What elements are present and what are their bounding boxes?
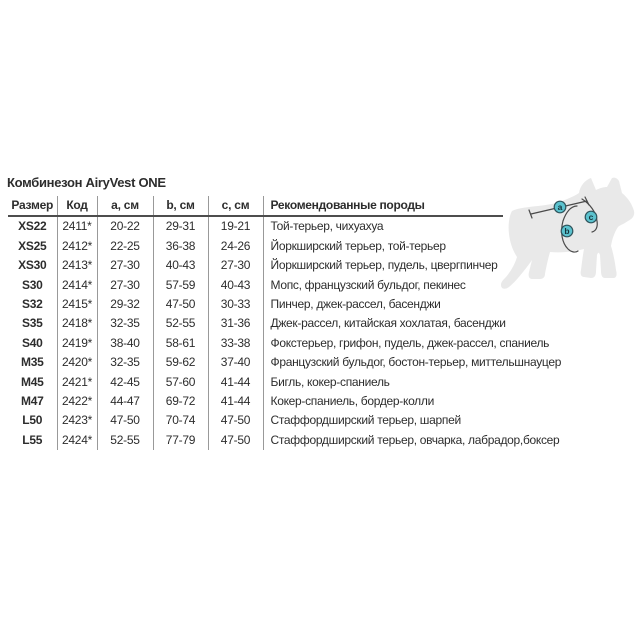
cell-a: 42-45 bbox=[97, 373, 153, 392]
cell-size: L55 bbox=[8, 431, 57, 450]
table-row bbox=[8, 295, 503, 314]
cell-size: S30 bbox=[8, 276, 57, 295]
cell-breeds: Фокстерьер, грифон, пудель, джек-рассел, спаниель bbox=[270, 335, 550, 350]
table-row bbox=[8, 392, 503, 411]
cell-breeds: Пинчер, джек-рассел, басенджи bbox=[270, 297, 441, 312]
cell-b: 36-38 bbox=[153, 237, 208, 256]
cell-b: 40-43 bbox=[153, 256, 208, 275]
cell-b: 59-62 bbox=[153, 353, 208, 372]
cell-c: 47-50 bbox=[208, 431, 263, 450]
marker-b-label: b bbox=[564, 226, 570, 236]
cell-c: 41-44 bbox=[208, 373, 263, 392]
cell-c: 40-43 bbox=[208, 276, 263, 295]
size-table-body bbox=[8, 216, 562, 450]
cell-code: 2414* bbox=[57, 276, 97, 295]
table-row bbox=[8, 314, 503, 333]
table-row bbox=[8, 411, 503, 430]
marker-a bbox=[554, 201, 566, 213]
cell-b: 47-50 bbox=[153, 295, 208, 314]
cell-code: 2415* bbox=[57, 295, 97, 314]
cell-size: S35 bbox=[8, 314, 57, 333]
col-header-code: Код bbox=[57, 196, 97, 216]
cell-b: 69-72 bbox=[153, 392, 208, 411]
cell-breeds: Мопс, французский бульдог, пекинес bbox=[270, 277, 466, 292]
cell-code: 2423* bbox=[57, 411, 97, 430]
table-row bbox=[8, 276, 503, 295]
cell-breeds: Стаффордширский терьер, шарпей bbox=[270, 413, 461, 428]
cell-c: 33-38 bbox=[208, 334, 263, 353]
cell-breeds: Йоркширский терьер, пудель, цвергпинчер bbox=[270, 258, 498, 273]
marker-a-label: a bbox=[557, 202, 563, 212]
col-header-size: Размер bbox=[8, 196, 57, 216]
cell-c: 19-21 bbox=[208, 216, 263, 236]
cell-a: 32-35 bbox=[97, 314, 153, 333]
cell-code: 2418* bbox=[57, 314, 97, 333]
cell-a: 38-40 bbox=[97, 334, 153, 353]
col-header-a: a, см bbox=[97, 196, 153, 216]
table-row bbox=[8, 373, 503, 392]
cell-a: 52-55 bbox=[97, 431, 153, 450]
table-row bbox=[8, 334, 503, 353]
header-row bbox=[8, 196, 503, 216]
cell-c: 31-36 bbox=[208, 314, 263, 333]
cell-code: 2411* bbox=[57, 216, 97, 236]
cell-size: XS25 bbox=[8, 237, 57, 256]
cell-breeds: Кокер-спаниель, бордер-колли bbox=[270, 394, 434, 409]
cell-code: 2422* bbox=[57, 392, 97, 411]
table-row bbox=[8, 431, 503, 450]
cell-a: 32-35 bbox=[97, 353, 153, 372]
cell-breeds: Джек-рассел, китайская хохлатая, басенджи bbox=[270, 316, 506, 331]
cell-c: 24-26 bbox=[208, 237, 263, 256]
dog-measurement-diagram bbox=[490, 168, 640, 298]
cell-b: 29-31 bbox=[153, 216, 208, 236]
cell-size: S40 bbox=[8, 334, 57, 353]
cell-size: XS22 bbox=[8, 216, 57, 236]
cell-c: 41-44 bbox=[208, 392, 263, 411]
cell-b: 58-61 bbox=[153, 334, 208, 353]
cell-a: 27-30 bbox=[97, 276, 153, 295]
col-header-c: c, см bbox=[208, 196, 263, 216]
table-row bbox=[8, 216, 503, 236]
cell-a: 22-25 bbox=[97, 237, 153, 256]
cell-code: 2420* bbox=[57, 353, 97, 372]
cell-breeds: Той-терьер, чихуахуа bbox=[270, 219, 384, 234]
cell-b: 57-59 bbox=[153, 276, 208, 295]
cell-a: 20-22 bbox=[97, 216, 153, 236]
col-header-b: b, см bbox=[153, 196, 208, 216]
cell-c: 37-40 bbox=[208, 353, 263, 372]
cell-breeds: Йоркширский терьер, той-терьер bbox=[270, 238, 446, 253]
cell-breeds: Бигль, кокер-спаниель bbox=[270, 374, 390, 389]
cell-size: L50 bbox=[8, 411, 57, 430]
cell-size: M47 bbox=[8, 392, 57, 411]
cell-b: 57-60 bbox=[153, 373, 208, 392]
cell-c: 27-30 bbox=[208, 256, 263, 275]
cell-b: 70-74 bbox=[153, 411, 208, 430]
marker-b bbox=[561, 225, 573, 237]
table-row bbox=[8, 353, 503, 372]
cell-c: 47-50 bbox=[208, 411, 263, 430]
cell-b: 77-79 bbox=[153, 431, 208, 450]
cell-size: S32 bbox=[8, 295, 57, 314]
marker-c bbox=[585, 211, 597, 223]
cell-b: 52-55 bbox=[153, 314, 208, 333]
page-title: Комбинезон AiryVest ONE bbox=[7, 175, 166, 190]
marker-c-label: c bbox=[588, 212, 594, 222]
cell-size: M45 bbox=[8, 373, 57, 392]
cell-size: XS30 bbox=[8, 256, 57, 275]
table-row bbox=[8, 256, 503, 275]
cell-code: 2421* bbox=[57, 373, 97, 392]
cell-a: 29-32 bbox=[97, 295, 153, 314]
cell-code: 2419* bbox=[57, 334, 97, 353]
table-row bbox=[8, 237, 503, 256]
cell-a: 44-47 bbox=[97, 392, 153, 411]
cell-a: 47-50 bbox=[97, 411, 153, 430]
cell-breeds: Французский бульдог, бостон-терьер, миттельшнауцер bbox=[270, 355, 562, 370]
cell-code: 2412* bbox=[57, 237, 97, 256]
cell-code: 2424* bbox=[57, 431, 97, 450]
col-header-breeds: Рекомендованные породы bbox=[263, 196, 503, 216]
size-table bbox=[8, 196, 562, 450]
size-table-header bbox=[8, 196, 503, 216]
cell-code: 2413* bbox=[57, 256, 97, 275]
cell-breeds: Стаффордширский терьер, овчарка, лабрадор,боксер bbox=[270, 432, 560, 447]
cell-size: M35 bbox=[8, 353, 57, 372]
cell-a: 27-30 bbox=[97, 256, 153, 275]
cell-c: 30-33 bbox=[208, 295, 263, 314]
